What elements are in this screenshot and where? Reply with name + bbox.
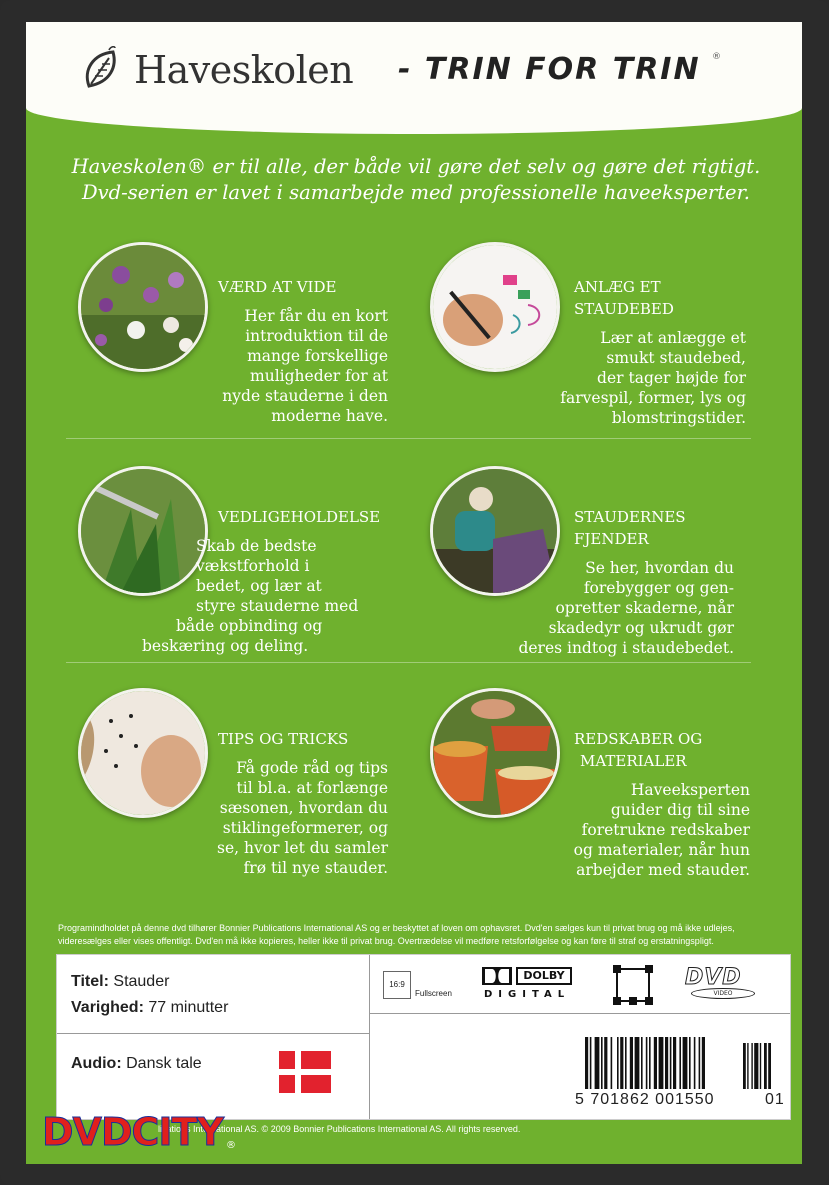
body-line: Skab de bedste [196,537,317,555]
title-value: Stauder [113,973,170,990]
cover-sleeve [26,22,802,1164]
barcode-bar [659,1037,664,1089]
barcode-bar [590,1037,592,1089]
intro-text [66,154,766,206]
section-title: VEDLIGEHOLDELSE [218,508,381,526]
aspect-mode: Fullscreen [415,989,452,998]
watermark-registered-mark: ® [226,1140,236,1151]
body-line: stiklingeformerer, og [222,819,388,837]
body-line: der tager højde for [597,369,746,387]
legal-line: Programindholdet på denne dvd tilhører Bonnier Publications International AS og er beskyttet af loven om ophavsret. Dvd'en sælges kun til privat brug og må ikke udlejes, [58,923,735,933]
title-line: STAUDEBED [574,300,674,318]
brand-name: Haveskolen [134,48,354,92]
duration-value: 77 minutter [148,999,229,1016]
section-divider [66,662,751,663]
barcode-bar [699,1037,701,1089]
section-title [574,276,674,320]
audio-row [71,1055,202,1073]
dolby-wordmark: DOLBY [516,967,572,985]
barcode-bar [604,1037,607,1089]
barcode-addon-bar [751,1043,752,1089]
body-line: Se her, hvordan du [585,559,734,577]
barcode-bar [641,1037,643,1089]
audio-label: Audio: [71,1055,122,1072]
barcode-bar [630,1037,633,1089]
section-anlaeg-et-staudebed [430,242,790,442]
body-line: foretrukne redskaber [581,821,750,839]
section-staudernes-fjender [430,466,790,666]
duration-label: Varighed: [71,999,144,1016]
section-title: VÆRD AT VIDE [218,278,337,296]
section-redskaber-og-materialer [430,688,790,888]
title-line: FJENDER [574,530,649,548]
section-vedligeholdelse [78,466,438,666]
section-title [574,728,702,772]
body-line: deres indtog i staudebedet. [518,639,734,657]
barcode-bar [611,1037,613,1089]
body-line: vækstforhold i [196,557,310,575]
barcode-bar [654,1037,657,1089]
danish-flag-icon [279,1051,331,1093]
section-body [168,306,388,426]
legal-line: videresælges eller vises offentligt. Dvd'en må ikke kopieres, heller ikke til privat brug. Overtrædelse vil medføre retsforfølgelse og kan føre til straf og erstatningspligt. [58,936,714,946]
body-line: bedet, og lær at [196,577,322,595]
leaf-logo-icon [81,46,127,92]
box-divider [369,1013,790,1014]
tagline-separator: - [398,52,413,87]
intro-line-2: Dvd-serien er lavet i samarbejde med professionelle haveeksperter. [82,181,750,204]
aspect-ratio-badge: 16:9 [383,971,411,999]
section-body [142,536,386,656]
section-body [516,328,746,428]
intro-line-1: Haveskolen® er til alle, der både vil gøre det selv og gøre det rigtigt. [71,155,761,178]
series-tagline [398,52,701,87]
dvdcity-watermark: DVDCITY [42,1110,223,1154]
barcode-bar [620,1037,623,1089]
title-label: Titel: [71,973,109,990]
barcode-bar [665,1037,668,1089]
product-info-box [56,954,791,1120]
title-row [71,973,169,991]
body-line: sæsonen, hvordan du [219,799,388,817]
section-body [510,780,750,880]
registered-mark: ® [712,52,721,62]
barcode-bar [689,1037,691,1089]
barcode-addon-bar [764,1043,767,1089]
section-title: TIPS OG TRICKS [218,730,349,748]
body-line: farvespil, former, lys og [560,389,746,407]
title-line: MATERIALER [580,752,687,770]
barcode-addon-bar [760,1043,761,1089]
barcode-bar [601,1037,603,1089]
body-line: nyde stauderne i den [222,387,388,405]
body-line: muligheder for at [250,367,388,385]
body-line: skadedyr og ukrudt gør [548,619,734,637]
video-wordmark: VIDEO [691,988,755,999]
body-line: beskæring og deling. [142,637,309,655]
body-line: guider dig til sine [610,801,750,819]
dvd-video-logo [685,965,757,1001]
barcode-bar [694,1037,696,1089]
body-line: mange forskellige [247,347,388,365]
body-line: frø til nye stauder. [243,859,388,877]
barcode-addon-bar [768,1043,771,1089]
region-icon [613,965,653,1005]
header-banner [26,22,802,134]
body-line: opretter skaderne, når [555,599,734,617]
barcode-bar [673,1037,676,1089]
dvd-wordmark: DVD [685,965,742,990]
barcode-bar [635,1037,640,1089]
barcode-icon [585,1037,775,1089]
section-body [148,758,388,878]
barcode-addon-bar [743,1043,746,1089]
legal-notice [58,922,778,948]
barcode-bar [625,1037,627,1089]
audio-value: Dansk tale [126,1055,202,1072]
barcode-bar [670,1037,672,1089]
dolby-double-d-icon [482,967,512,985]
barcode-addon-bar [754,1043,758,1089]
title-line: REDSKABER OG [574,730,703,748]
barcode-number: 5 701862 001550 [575,1091,715,1108]
section-body [474,558,734,658]
box-divider [369,955,370,1119]
barcode-bar [595,1037,600,1089]
digital-wordmark: DIGITAL [484,989,571,1000]
section-vaerd-at-vide [78,242,438,442]
body-line: styre stauderne med [196,597,359,615]
barcode-bar [679,1037,681,1089]
duration-row [71,999,228,1017]
barcode-bar [683,1037,688,1089]
body-line: Få gode råd og tips [236,759,388,777]
body-line: både opbinding og [176,617,323,635]
copyright-notice: lications International AS. © 2009 Bonnier Publications International AS. All rights reserved. [158,1124,521,1134]
barcode-addon: 01 [765,1091,785,1108]
body-line: til bl.a. at forlænge [236,779,388,797]
box-divider [57,1033,369,1034]
body-line: Lær at anlægge et [600,329,746,347]
barcode-addon-bar [747,1043,748,1089]
body-line: og materialer, når hun [573,841,750,859]
barcode-bar [649,1037,651,1089]
body-line: Haveeksperten [630,781,750,799]
title-line: ANLÆG ET [574,278,661,296]
tagline-text: TRIN FOR TRIN [424,52,701,87]
title-line: STAUDERNES [574,508,686,526]
body-line: blomstringstider. [611,409,746,427]
section-title [574,506,686,550]
body-line: arbejder med stauder. [576,861,750,879]
body-line: se, hvor let du samler [217,839,388,857]
barcode-bar [585,1037,588,1089]
body-line: moderne have. [271,407,388,425]
barcode-bar [646,1037,648,1089]
body-line: forebygger og gen- [583,579,734,597]
barcode-bar [617,1037,619,1089]
body-line: smukt staudebed, [606,349,746,367]
section-divider [66,438,751,439]
section-tips-og-tricks [78,688,438,888]
body-line: Her får du en kort [244,307,388,325]
body-line: introduktion til de [245,327,388,345]
barcode-bar [702,1037,705,1089]
